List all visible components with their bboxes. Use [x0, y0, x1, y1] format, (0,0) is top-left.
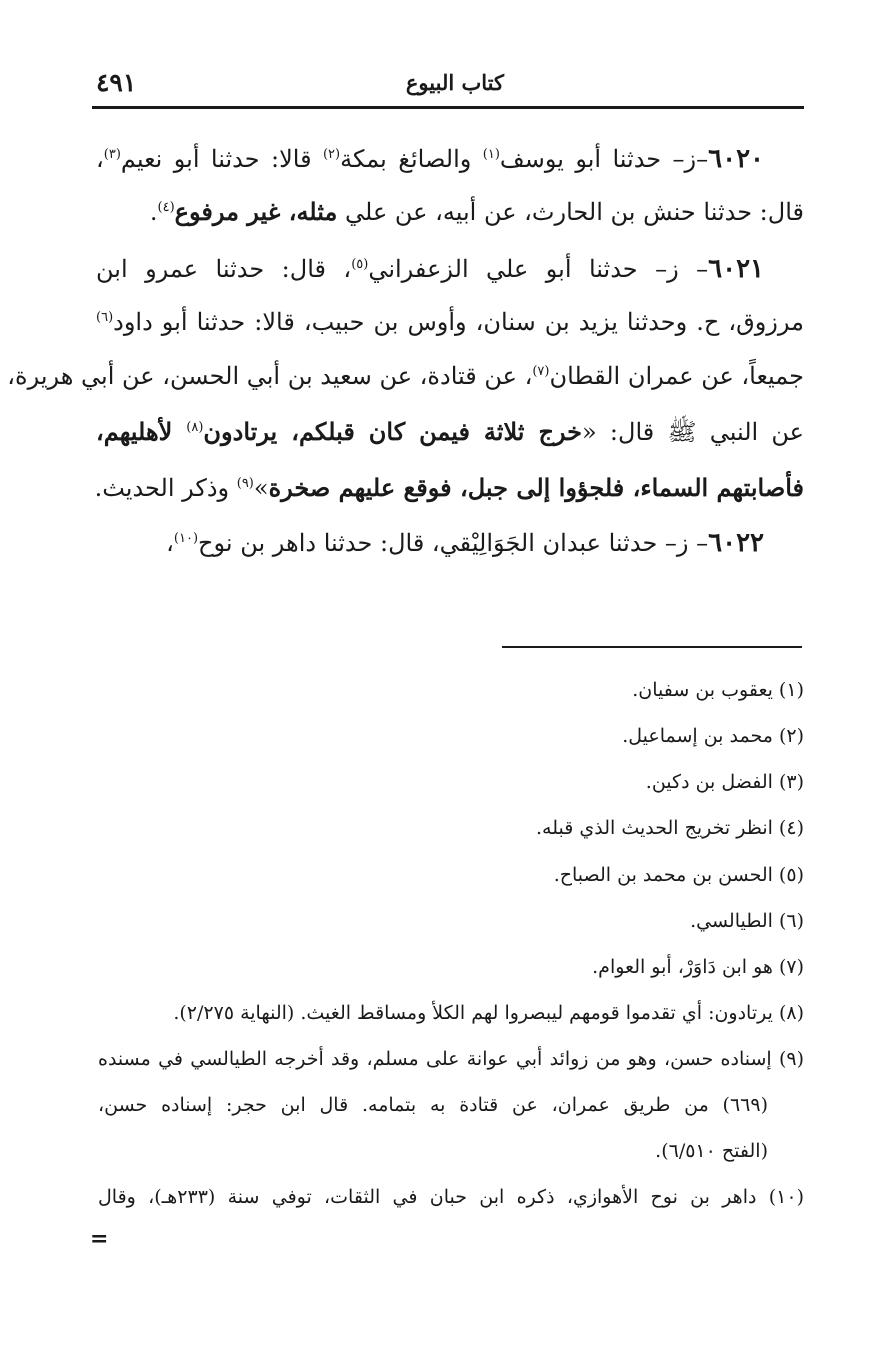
bold-text: فأصابتهم السماء، فلجؤوا إلى جبل، فوقع عليهم صخرة [268, 473, 804, 502]
footnote-5: (٥) الحسن بن محمد بن الصباح. [553, 864, 804, 886]
page-number: ٤٩١ [96, 68, 137, 97]
footnote-2: (٢) محمد بن إسماعيل. [622, 725, 804, 747]
footnote-3: (٣) الفضل بن دكين. [645, 771, 804, 793]
footnote-ref: (٣) [103, 147, 121, 162]
footnote-ref: (١٠) [173, 531, 199, 546]
header-rule [92, 106, 804, 109]
chapter-title: كتاب البيوع [405, 70, 504, 95]
footnote-9-line-2: (٦٦٩) من طريق عمران، عن قتادة به بتمامه. قال ابن حجر: إسناده حسن، [98, 1094, 768, 1116]
footnote-9-line-3: (الفتح ٦/٥١٠). [655, 1140, 768, 1162]
body-line-1: ٦٠٢٠–ز– حدثنا أبو يوسف$^{(١)}$ والصائغ بمكة$^{(٢)}$ قالا: حدثنا أبو نعيم$^{(٣)}$، [96, 144, 764, 174]
continuation-mark: = [90, 1226, 109, 1252]
footnote-6: (٦) الطيالسي. [690, 910, 804, 932]
footnote-9-line-1: (٩) إسناده حسن، وهو من زوائد أبي عوانة على مسلم، وقد أخرجه الطيالسي في مسنده [98, 1048, 804, 1070]
footnote-ref: (٧) [532, 364, 550, 379]
bold-text: لأهليهم، [96, 417, 187, 446]
footnote-ref: (٩) [236, 476, 254, 491]
hadith-number: ٦٠٢٠ [708, 144, 764, 174]
hadith-number: ٦٠٢١ [708, 254, 764, 284]
footnote-10: (١٠) داهر بن نوح الأهوازي، ذكره ابن حبان في الثقات، توفي سنة (٢٣٣هـ)، وقال [98, 1186, 804, 1208]
footnote-ref: (٢) [322, 147, 341, 162]
footnote-4: (٤) انظر تخريج الحديث الذي قبله. [536, 817, 804, 839]
footnote-ref: (٤) [157, 200, 175, 215]
body-line-4: مرزوق، ح. وحدثنا يزيد بن سنان، وأوس بن حبيب، قالا: حدثنا أبو داود$^{(٦)}$ [96, 308, 804, 336]
bold-text: مثله، غير مرفوع [174, 197, 338, 226]
body-line-2: قال: حدثنا حنش بن الحارث، عن أبيه، عن علي مثله، غير مرفوع$^{(٤)}$. [149, 197, 804, 226]
body-line-6: عن النبي ﷺ قال: «خرج ثلاثة فيمن كان قبلكم، يرتادون$^{(٨)}$ لأهليهم، [96, 417, 804, 446]
footnote-7: (٧) هو ابن دَاوَرْ، أبو العوام. [592, 956, 804, 978]
body-line-3: ٦٠٢١– ز– حدثنا أبو علي الزعفراني$^{(٥)}$، قال: حدثنا عمرو ابن [96, 254, 764, 284]
body-line-5: جميعاً، عن عمران القطان$^{(٧)}$، عن قتادة، عن سعيد بن أبي الحسن، عن أبي هريرة، [7, 362, 804, 390]
footnote-ref: (٥) [351, 257, 369, 272]
footnote-ref: (١) [482, 147, 500, 162]
bold-text: خرج ثلاثة فيمن كان قبلكم، يرتادون [203, 417, 583, 446]
hadith-number: ٦٠٢٢ [708, 528, 764, 558]
footnote-8: (٨) يرتادون: أي تقدموا قومهم ليبصروا لهم الكلأ ومساقط الغيث. (النهاية ٢/٢٧٥). [173, 1002, 804, 1024]
body-line-8: ٦٠٢٢– ز– حدثنا عبدان الجَوَالِيْقي، قال: حدثنا داهر بن نوح$^{(١٠)}$، [166, 528, 764, 558]
running-header [92, 70, 804, 104]
footnote-ref: (٦) [96, 310, 114, 325]
footnote-ref: (٨) [186, 420, 204, 435]
footnote-1: (١) يعقوب بن سفيان. [632, 679, 804, 701]
footnote-separator [502, 646, 802, 648]
body-line-7: فأصابتهم السماء، فلجؤوا إلى جبل، فوقع عليهم صخرة»$^{(٩)}$ وذكر الحديث. [94, 473, 804, 502]
